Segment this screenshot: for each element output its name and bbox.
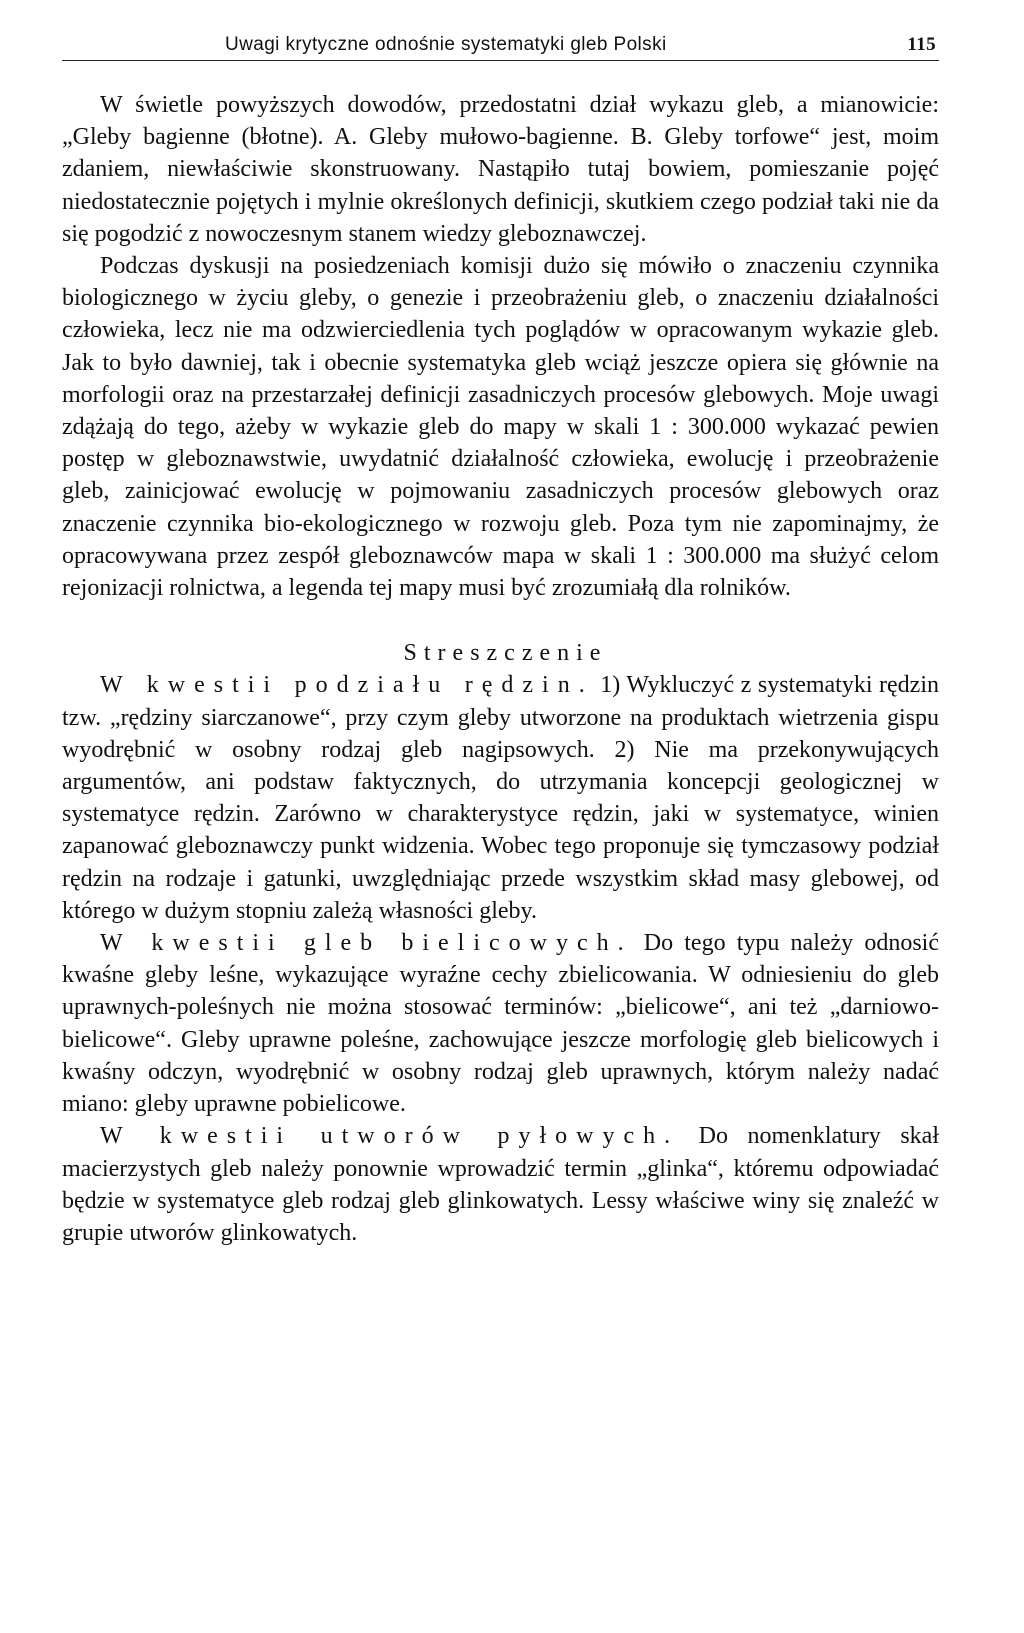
summary-text: 1) Wykluczyć z systematyki rędzin tzw. „rędziny siarczanowe“, przy czym gleby utworzone na produktach wietrzenia gispu wyodrębnić w osobny rodzaj gleb nagipsowych. 2) Nie ma przekonywujących argumentów, ani podstaw faktycznych, do utrzymania koncepcji geologicznej w systematyce rędzin. Zarówno w charakterystyce rędzin, jaki w systematyce, winien zapanować gleboznawczy punkt widzenia. Wobec tego proponuje się tymczasowy podział rędzin na rodzaje i gatunki, uwzględniając przede wszystkim skład masy glebowej, od którego w dużym stopniu zależą własności gleby. <box>62 672 939 924</box>
summary-text: Do tego typu należy odnosić kwaśne gleby leśne, wykazujące wyraźne cechy zbielicowania. W odniesieniu do gleb uprawnych-poleśnych nie można stosować terminów: „bielicowe“, ani też „darniowo-bielicowe“. Gleby uprawne poleśne, zachowujące jeszcze morfologię gleb bielicowych i kwaśny odczyn, wyodrębnić w osobny rodzaj gleb uprawnych, którym należy nadać miano: gleby uprawne pobielicowe. <box>62 930 939 1118</box>
summary-text: Do nomenklatury skał macierzystych gleb należy ponownie wprowadzić termin „glinka“, któremu odpowiadać będzie w systematyce gleb rodzaj gleb glinkowatych. Lessy właściwe winy się znaleźć w grupie utworów glinkowatych. <box>62 1123 939 1246</box>
paragraph-2: Podczas dyskusji na posiedzeniach komisji dużo się mówiło o znaczeniu czynnika biologicznego w życiu gleby, o genezie i przeobrażeniu gleb, o znaczeniu działalności człowieka, lecz nie ma odzwierciedlenia tych poglądów w opracowanym wykazie gleb. Jak to było dawniej, tak i obecnie systematyka gleb wciąż jeszcze opiera się głównie na morfologii oraz na przestarzałej definicji zasadniczych procesów glebowych. Moje uwagi zdążają do tego, ażeby w wykazie gleb do mapy w skali 1 : 300.000 wykazać pewien postęp w gleboznawstwie, uwydatnić działalność człowieka, ewolucję i przeobrażenie gleb, zainicjować ewolucję w pojmowaniu zasadniczych procesów glebowych oraz znaczenie czynnika bio-ekologicznego w rozwoju gleb. Poza tym nie zapominajmy, że opracowywana przez zespół gleboznawców mapa w skali 1 : 300.000 ma służyć celom rejonizacji rolnictwa, a legenda tej mapy musi być zrozumiałą dla rolników. <box>62 253 939 602</box>
page-number: 115 <box>907 34 936 55</box>
summary-lead: W kwestii podziału rędzin. <box>100 672 594 699</box>
summary-section-silts <box>62 1120 939 1249</box>
summary-lead: W kwestii gleb bielicowych. <box>100 930 633 957</box>
journal-page <box>62 30 939 1249</box>
summary-section-rendziny <box>62 669 939 927</box>
running-header <box>62 30 939 61</box>
running-title: Uwagi krytyczne odnośnie systematyki gleb Polski <box>225 34 667 55</box>
summary-section-podzols <box>62 927 939 1120</box>
article-body <box>62 89 939 1249</box>
section-heading: Streszczenie <box>403 640 608 667</box>
paragraph-1: W świetle powyższych dowodów, przedostatni dział wykazu gleb, a mianowicie: „Gleby bagienne (błotne). A. Gleby mułowo-bagienne. B. Gleby torfowe“ jest, moim zdaniem, niewłaściwie skonstruowany. Nastąpiło tutaj bowiem, pomieszanie pojęć niedostatecznie pojętych i mylnie określonych definicji, skutkiem czego podział taki nie da się pogodzić z nowoczesnym stanem wiedzy gleboznawczej. <box>62 92 939 247</box>
summary-lead: W kwestii utworów pyłowych. <box>100 1123 680 1150</box>
